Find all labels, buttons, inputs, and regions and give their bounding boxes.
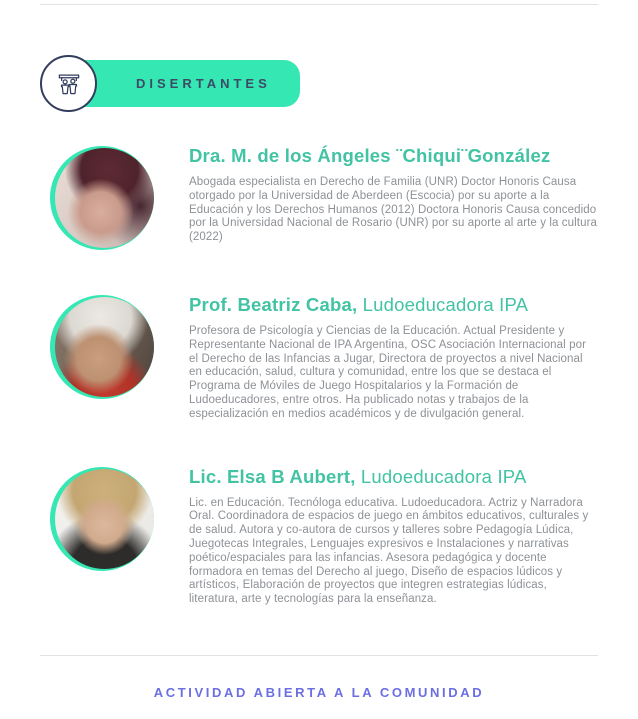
top-divider xyxy=(40,4,598,5)
speaker-bio: Abogada especialista en Derecho de Familia (UNR) Doctor Honoris Causa otorgado por la Universidad de Aberdeen (Escocia) por su aporte a la Educación y los Derechos Humanos (2012) Doctora Honoris Causa concedido por la Universidad Nacional de Rosario (UNR) por su aporte al arte y la cultura (2022) xyxy=(189,176,598,244)
presenters-podium-icon xyxy=(40,55,97,112)
bottom-divider xyxy=(40,655,598,656)
speaker-name xyxy=(189,466,598,488)
speaker-photo-ring xyxy=(50,146,154,250)
speaker-photo-gonzalez xyxy=(55,148,154,248)
speaker-name-role: Ludoeducadora IPA xyxy=(355,465,527,487)
speaker-name-main: Prof. Beatriz Caba, xyxy=(189,294,358,315)
speaker-card-gonzalez xyxy=(50,143,598,250)
speaker-photo-aubert xyxy=(55,469,154,569)
speaker-name-role: Ludoeducadora IPA xyxy=(357,294,529,315)
speaker-photo-ring xyxy=(50,467,154,571)
community-note: ACTIVIDAD ABIERTA A LA COMUNIDAD xyxy=(153,684,485,700)
speaker-bio: Lic. en Educación. Tecnóloga educativa. Ludoeducadora. Actriz y Narradora Oral. Coordinadora de espacios de juego en ámbitos educativos, culturales y de salud. Autora y co-autora de cursos y talleres sobre Pedagogía Lúdica, Juegotecas Integrales, Lenguajes expresivos e Instalaciones y narrativas poético/espaciales para las infancias. Asesora pedagógica y docente formadora en temas del Derecho al juego, Diseño de espacios lúdicos y artísticos, Elaboración de proyectos que integren estrategias lúdicas, literatura, arte y tecnologías para la enseñanza. xyxy=(189,496,589,606)
speaker-photo-caba xyxy=(55,297,154,397)
disertantes-badge xyxy=(40,55,340,113)
speaker-info xyxy=(189,143,598,245)
speaker-card-aubert xyxy=(50,464,598,607)
speaker-photo-ring xyxy=(50,295,154,399)
speaker-bio: Profesora de Psicología y Ciencias de la Educación. Actual Presidente y Representante Nacional de IPA Argentina, OSC Asociación Internacional por el Derecho de las Infancias a Jugar, Directora de proyectos a nivel Nacional en educación, salud, cultura y comunidad, entre los que se destaca el Programa de Móviles de Juego Hospitalarios y la Formación de Ludoeducadores, entre otros. Ha publicado notas y trabajos de la especialización en medios académicos y de divulgación general. xyxy=(189,325,587,420)
speaker-name-main: Dra. M. de los Ángeles ¨Chiqui¨González xyxy=(189,145,551,166)
speaker-info xyxy=(189,464,598,607)
speaker-name xyxy=(189,145,598,167)
disertantes-label: DISERTANTES xyxy=(136,76,271,91)
speaker-card-caba xyxy=(50,292,598,422)
speaker-info xyxy=(189,292,598,422)
speaker-name xyxy=(189,294,598,316)
disertantes-pill xyxy=(66,60,300,107)
speakers-list xyxy=(50,143,598,607)
speaker-name-main: Lic. Elsa B Aubert, xyxy=(189,465,356,487)
